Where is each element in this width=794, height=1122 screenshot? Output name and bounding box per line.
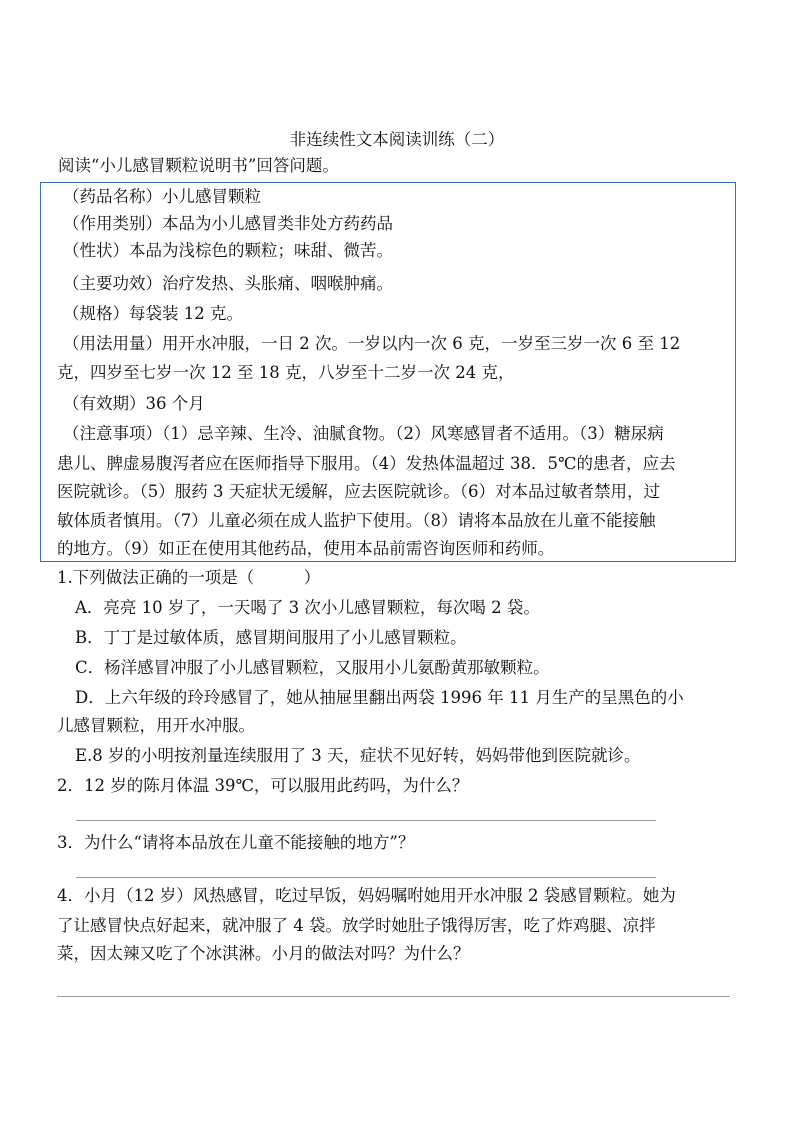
option-a: A．亮亮 10 岁了，一天喝了 3 次小儿感冒颗粒，每次喝 2 袋。	[75, 598, 540, 617]
instruction-line: （作用类别）本品为小儿感冒类非处方药药品	[63, 214, 393, 233]
option-e: E.8 岁的小明按剂量连续服用了 3 天，症状不见好转，妈妈带他到医院就诊。	[75, 746, 641, 765]
option-d: D．上六年级的玲玲感冒了，她从抽屉里翻出两袋 1996 年 11 月生产的呈黑色的小	[75, 688, 684, 707]
page-title: 非连续性文本阅读训练（二）	[289, 130, 505, 149]
question-4-line: 4．小月（12 岁）风热感冒，吃过早饭，妈妈嘱咐她用开水冲服 2 袋感冒颗粒。她为	[57, 886, 676, 905]
instruction-line: （药品名称）小儿感冒颗粒	[63, 187, 261, 206]
instruction-line: 克，四岁至七岁一次 12 至 18 克，八岁至十二岁一次 24 克，	[57, 363, 515, 382]
question-2: 2．12 岁的陈月体温 39℃，可以服用此药吗，为什么？	[57, 776, 469, 795]
question-3: 3．为什么“请将本品放在儿童不能接触的地方”？	[57, 833, 415, 852]
option-c: C．杨洋感冒冲服了小儿感冒颗粒，又服用小儿氨酚黄那敏颗粒。	[75, 658, 550, 677]
instruction-line: 患儿、脾虚易腹泻者应在医师指导下服用。（4）发热体温超过 38．5℃的患者，应去	[57, 454, 676, 473]
instruction-line: 的地方。（9）如正在使用其他药品，使用本品前需咨询医师和药师。	[57, 539, 555, 558]
instruction-line: （注意事项）（1）忌辛辣、生冷、油腻食物。（2）风寒感冒者不适用。（3）糖尿病	[63, 424, 664, 443]
instruction-line: （性状）本品为浅棕色的颗粒；味甜、微苦。	[63, 241, 393, 260]
instruction-line: 医院就诊。（5）服药 3 天症状无缓解，应去医院就诊。（6）对本品过敏者禁用，过	[57, 482, 660, 501]
answer-line-q4	[57, 996, 730, 997]
answer-line-q3	[76, 877, 656, 878]
instruction-line: 敏体质者慎用。（7）儿童必须在成人监护下使用。（8）请将本品放在儿童不能接触	[57, 511, 656, 530]
answer-line-q2	[76, 820, 656, 821]
intro-text: 阅读“小儿感冒颗粒说明书”回答问题。	[58, 156, 339, 175]
instruction-line: （有效期）36 个月	[63, 394, 205, 413]
instruction-line: （规格）每袋装 12 克。	[63, 304, 243, 323]
question-4-line: 菜，因太辣又吃了个冰淇淋。小月的做法对吗？为什么？	[57, 944, 470, 963]
option-b: B．丁丁是过敏体质，感冒期间服用了小儿感冒颗粒。	[75, 628, 467, 647]
instruction-line: （用法用量）用开水冲服，一日 2 次。一岁以内一次 6 克，一岁至三岁一次 6 至 12	[63, 334, 681, 353]
option-d-cont: 儿感冒颗粒，用开水冲服。	[57, 716, 255, 735]
question-4-line: 了让感冒快点好起来，就冲服了 4 袋。放学时她肚子饿得厉害，吃了炸鸡腿、凉拌	[57, 916, 656, 935]
instruction-line: （主要功效）治疗发热、头胀痛、咽喉肿痛。	[63, 274, 393, 293]
question-1: 1.下列做法正确的一项是（ ）	[57, 568, 321, 587]
